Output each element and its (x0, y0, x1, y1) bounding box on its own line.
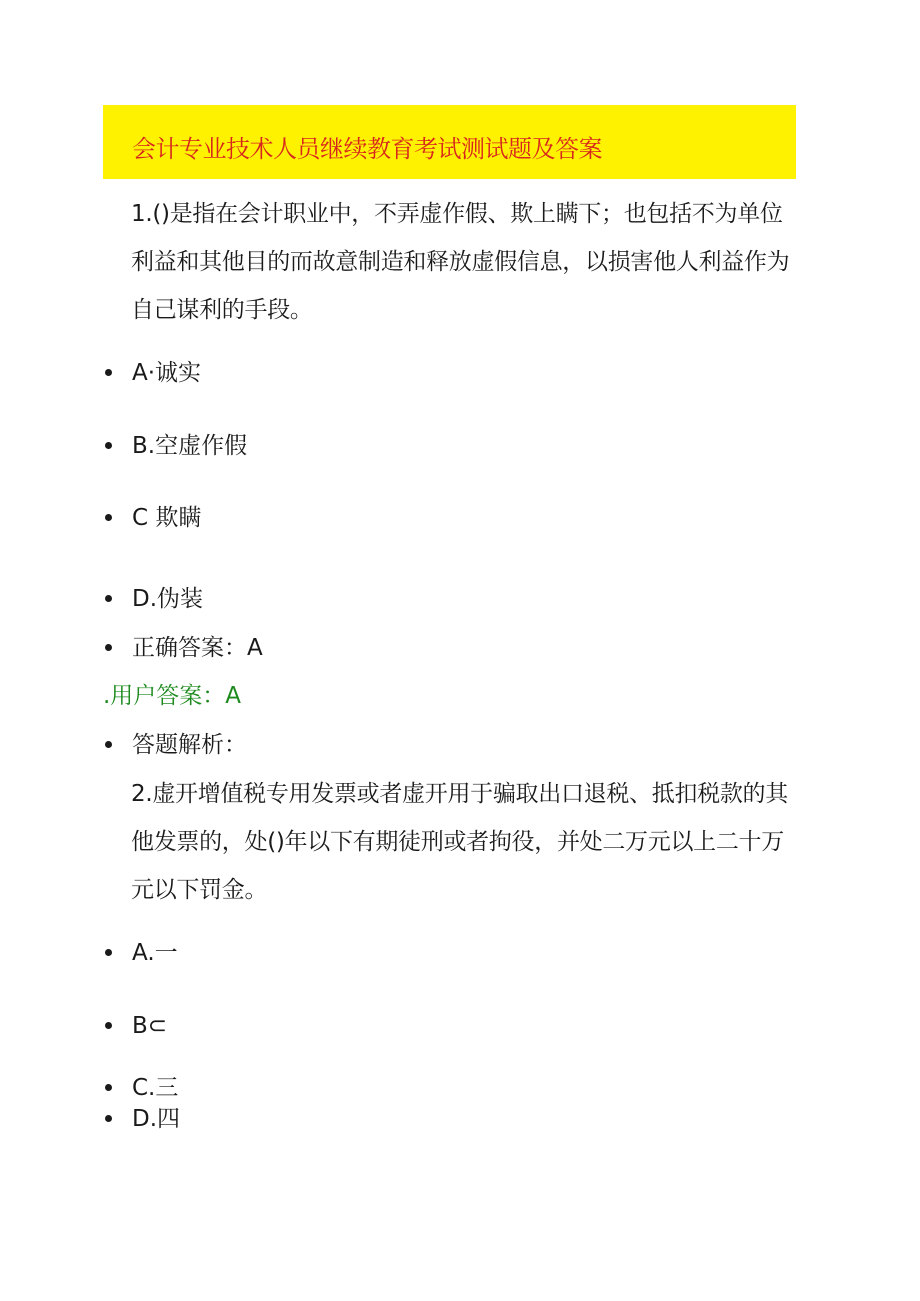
option-label: A.一 (132, 940, 178, 966)
option-label: A·诚实 (132, 360, 202, 386)
bullet-icon (105, 644, 112, 651)
title-banner (103, 105, 796, 179)
correct-answer-label: 正确答案：A (132, 635, 263, 661)
option-label: C 欺瞒 (132, 505, 202, 531)
bullet-icon (105, 1022, 112, 1029)
document-title: 会计专业技术人员继续教育考试测试题及答案 (132, 135, 602, 163)
bullet-icon (105, 595, 112, 602)
bullet-icon (105, 1115, 112, 1122)
bullet-icon (105, 442, 112, 449)
bullet-icon (105, 949, 112, 956)
option-label: B.空虚作假 (132, 433, 248, 459)
question-1-user-answer: .用户答案：A (103, 683, 242, 709)
analysis-label: 答题解析： (132, 732, 247, 758)
bullet-icon (105, 1084, 112, 1091)
option-label: B⊂ (132, 1013, 168, 1039)
option-label: C.三 (132, 1075, 179, 1101)
question-1-text: 1.()是指在会计职业中，不弄虚作假、欺上瞒下；也包括不为单位利益和其他目的而故意制造和释放虚假信息，以损害他人利益作为自己谋利的手段。 (131, 201, 790, 323)
bullet-icon (105, 514, 112, 521)
option-label: D.四 (132, 1106, 181, 1132)
bullet-icon (105, 369, 112, 376)
option-label: D.伪装 (132, 586, 204, 612)
question-2-text: 2.虚开增值税专用发票或者虚开用于骗取出口退税、抵扣税款的其他发票的，处()年以下有期徒刑或者拘役，并处二万元以上二十万元以下罚金。 (131, 781, 788, 903)
bullet-icon (105, 741, 112, 748)
